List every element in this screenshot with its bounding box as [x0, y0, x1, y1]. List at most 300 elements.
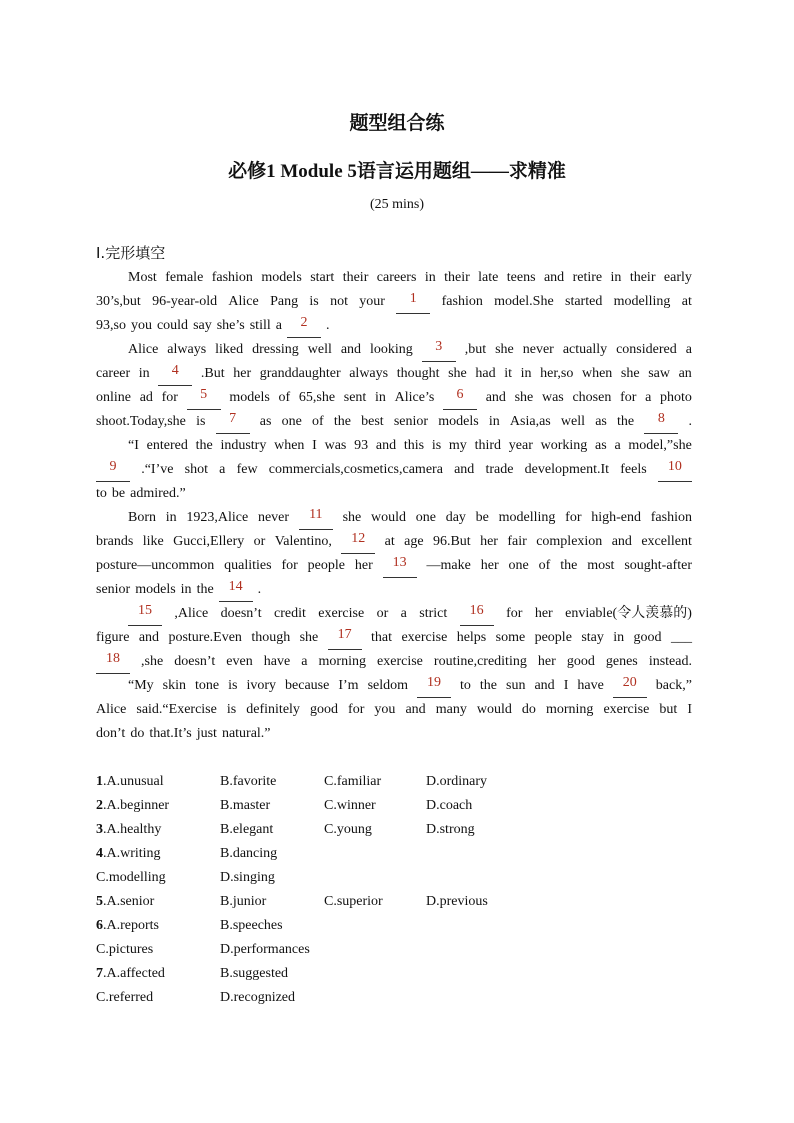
passage-line: [96, 458, 692, 482]
option-text: C.referred: [96, 990, 154, 1005]
passage-word: that.It’s: [149, 726, 192, 741]
passage-word: is: [226, 702, 237, 717]
passage-word: Alice: [128, 342, 159, 357]
passage-word: one: [281, 414, 302, 429]
passage-word: dressing: [252, 342, 299, 357]
cloze-blank: 12: [341, 530, 375, 554]
passage-line: [96, 434, 692, 458]
cloze-blank: 3: [422, 338, 456, 362]
passage-word: shot: [184, 462, 208, 477]
passage-word: modelling: [498, 510, 556, 525]
passage-line: [96, 674, 692, 698]
passage-word: some: [495, 630, 526, 645]
passage-word: her: [534, 606, 553, 621]
passage-word: it: [504, 366, 512, 381]
option-text: .A.reports: [103, 918, 159, 933]
passage-word: thought: [396, 366, 440, 381]
passage-word: in: [520, 366, 532, 381]
passage-word: definitely: [246, 702, 300, 717]
passage-word: good: [309, 702, 338, 717]
option-item: [220, 770, 276, 794]
passage-word: is: [196, 414, 206, 429]
question-number: 5: [96, 894, 103, 909]
passage-word: in: [138, 366, 150, 381]
passage-word: entered: [146, 438, 188, 453]
passage-word: senior: [393, 414, 429, 429]
option-item: [96, 794, 169, 818]
passage-word: trade: [485, 462, 514, 477]
passage-word: the: [195, 438, 213, 453]
passage-word: fashion: [650, 510, 692, 525]
passage-word: photo: [660, 390, 692, 405]
passage-word: her: [480, 558, 499, 573]
passage-word: sought-after: [624, 558, 692, 573]
passage-word: Gucci,Ellery: [173, 534, 245, 549]
option-item: [220, 938, 310, 962]
passage-word: of: [278, 390, 291, 405]
passage-word: day: [445, 510, 466, 525]
cloze-blank: 5: [187, 386, 221, 410]
passage-word: figure: [96, 630, 130, 645]
option-text: B.junior: [220, 894, 267, 909]
option-item: [324, 890, 383, 914]
option-item: [324, 770, 381, 794]
passage-word: third: [474, 438, 502, 453]
passage-word: looking: [370, 342, 413, 357]
passage-line: [96, 602, 692, 626]
page-subtitle: 必修1 Module 5语言运用题组——求精准: [228, 161, 566, 182]
passage-word: posture.Even: [168, 630, 242, 645]
passage-word: best: [361, 414, 384, 429]
passage-word: would: [476, 702, 512, 717]
passage-word: good: [633, 630, 662, 645]
passage-word: most: [587, 558, 615, 573]
passage-line: [96, 314, 692, 338]
option-text: C.familiar: [324, 774, 382, 789]
passage-word: of: [311, 414, 324, 429]
passage-word: Pang: [270, 294, 299, 309]
passage-word: qualities: [224, 558, 272, 573]
passage-word: always: [349, 366, 389, 381]
cloze-blank: 17: [328, 626, 362, 650]
passage-word: have: [577, 678, 604, 693]
passage-word: you: [374, 702, 396, 717]
passage-word: .: [257, 582, 262, 597]
passage-word: morning: [545, 702, 594, 717]
passage-word: her: [354, 558, 373, 573]
passage-line: [96, 482, 692, 506]
passage-line: [96, 722, 692, 746]
passage-word: even: [226, 654, 253, 669]
passage-word: doesn’t: [220, 606, 262, 621]
option-item: [220, 842, 277, 866]
passage-word: as: [259, 414, 272, 429]
cloze-blank: 7: [216, 410, 250, 434]
passage-word: models: [229, 390, 270, 405]
passage-line: [96, 530, 692, 554]
passage-word: and: [454, 462, 475, 477]
passage-word: was: [541, 390, 564, 405]
passage-word: and: [611, 534, 632, 549]
passage-word: fashion: [211, 270, 253, 285]
passage-word: .But: [200, 366, 225, 381]
passage-word: as: [595, 438, 607, 453]
passage-word: a: [685, 342, 692, 357]
passage-word: is: [431, 438, 442, 453]
cloze-passage: [96, 266, 692, 746]
passage-word: and: [405, 702, 426, 717]
passage-word: was: [324, 438, 347, 453]
passage-word: in: [165, 510, 177, 525]
option-row: [96, 890, 596, 914]
option-item: [220, 890, 266, 914]
passage-word: never: [522, 342, 554, 357]
passage-word: Born: [128, 510, 156, 525]
cloze-blank: 16: [460, 602, 494, 626]
passage-word: to: [96, 486, 107, 501]
passage-word: their: [342, 270, 369, 285]
option-text: .A.beginner: [103, 798, 170, 813]
passage-word: 65,she: [298, 390, 336, 405]
option-item: [96, 890, 154, 914]
page-title: 题型组合练: [349, 113, 445, 134]
passage-word: and: [534, 678, 555, 693]
passage-word: ,she: [141, 654, 164, 669]
option-text: D.recognized: [220, 990, 296, 1005]
option-item: [96, 938, 153, 962]
option-item: [96, 842, 161, 866]
cloze-blank: 11: [299, 506, 333, 530]
option-row: [96, 866, 596, 890]
passage-word: and: [485, 390, 506, 405]
option-item: [96, 770, 164, 794]
passage-word: this: [403, 438, 425, 453]
option-item: [96, 986, 153, 1010]
passage-word: instead.: [648, 654, 692, 669]
passage-word: considered: [616, 342, 677, 357]
passage-word: 30’s,but: [96, 294, 141, 309]
passage-line: [96, 578, 692, 602]
passage-word: ad: [139, 390, 153, 405]
passage-line: [96, 266, 692, 290]
option-text: C.modelling: [96, 870, 166, 885]
passage-word: well: [560, 414, 586, 429]
passage-word: “I: [128, 438, 139, 453]
passage-word: for: [620, 390, 637, 405]
option-text: B.favorite: [220, 774, 277, 789]
passage-line: [96, 386, 692, 410]
passage-word: models: [438, 414, 479, 429]
option-text: D.singing: [220, 870, 275, 885]
passage-word: in: [488, 414, 500, 429]
passage-word: she: [495, 342, 514, 357]
option-text: C.young: [324, 822, 372, 837]
passage-word: natural.”: [221, 726, 271, 741]
passage-word: and: [340, 342, 362, 357]
passage-word: 93,so: [96, 318, 126, 333]
passage-word: high-end: [591, 510, 642, 525]
passage-word: industry: [220, 438, 267, 453]
cloze-blank: 4: [158, 362, 192, 386]
option-item: [426, 794, 472, 818]
passage-word: ,Alice: [174, 606, 209, 621]
passage-word: their: [629, 270, 656, 285]
passage-word: model.She: [494, 294, 554, 309]
passage-word: for: [348, 702, 365, 717]
passage-word: she: [448, 366, 467, 381]
cloze-blank: 15: [128, 602, 162, 626]
option-text: B.speeches: [220, 918, 283, 933]
passage-word: modelling: [613, 294, 671, 309]
passage-word: you: [130, 318, 152, 333]
passage-word: 93: [354, 438, 369, 453]
passage-word: a: [400, 606, 407, 621]
cloze-blank: 19: [417, 674, 451, 698]
passage-word: .: [325, 318, 330, 333]
passage-word: enviable(令人羡慕的): [565, 606, 692, 621]
option-row: [96, 842, 596, 866]
passage-word: fair: [507, 534, 527, 549]
passage-word: doesn’t: [174, 654, 216, 669]
passage-word: or: [376, 606, 389, 621]
passage-line: [96, 626, 692, 650]
passage-word: model,”she: [628, 438, 692, 453]
passage-word: posture—uncommon: [96, 558, 215, 573]
passage-word: is: [228, 678, 238, 693]
cloze-blank: 18: [96, 650, 130, 674]
passage-word: had: [475, 366, 496, 381]
passage-word: year: [508, 438, 533, 453]
passage-word: I: [312, 438, 317, 453]
passage-word: she: [514, 390, 534, 405]
option-text: C.winner: [324, 798, 376, 813]
passage-word: .: [688, 414, 692, 429]
passage-word: have: [263, 654, 291, 669]
passage-word: Alice’s: [394, 390, 435, 405]
passage-word: do: [521, 702, 536, 717]
option-item: [220, 914, 283, 938]
option-item: [220, 818, 273, 842]
passage-line: [96, 290, 692, 314]
passage-word: ,but: [464, 342, 487, 357]
cloze-blank: 20: [613, 674, 647, 698]
option-item: [96, 914, 159, 938]
passage-word: she’s: [216, 318, 245, 333]
passage-word: people: [534, 630, 572, 645]
passage-line: [96, 362, 692, 386]
passage-word: strict: [419, 606, 448, 621]
passage-word: excellent: [641, 534, 692, 549]
passage-word: retire: [572, 270, 603, 285]
passage-word: early: [663, 270, 692, 285]
passage-word: .“I’ve: [141, 462, 174, 477]
cloze-blank: 8: [644, 410, 678, 434]
option-text: D.coach: [426, 798, 473, 813]
option-row: [96, 770, 596, 794]
passage-word: morning: [318, 654, 366, 669]
passage-word: and: [138, 630, 160, 645]
passage-word: an: [678, 366, 692, 381]
passage-word: in: [424, 270, 436, 285]
passage-word: start: [310, 270, 335, 285]
option-text: .A.senior: [103, 894, 155, 909]
passage-word: exercise: [318, 606, 365, 621]
passage-word: and: [375, 438, 397, 453]
passage-line: [96, 338, 692, 362]
passage-word: the: [617, 414, 635, 429]
passage-word: I’m: [338, 678, 359, 693]
passage-word: started: [565, 294, 603, 309]
option-text: B.elegant: [220, 822, 274, 837]
passage-word: one: [415, 510, 436, 525]
passage-word: my: [448, 438, 467, 453]
option-row: [96, 914, 596, 938]
passage-word: the: [479, 678, 498, 693]
passage-word: feels: [620, 462, 647, 477]
passage-word: working: [540, 438, 588, 453]
passage-word: ivory: [246, 678, 277, 693]
cloze-blank: 2: [287, 314, 321, 338]
cloze-blank: 14: [219, 578, 253, 602]
passage-word: would: [370, 510, 406, 525]
passage-word: for: [161, 390, 178, 405]
passage-word: liked: [215, 342, 244, 357]
passage-word: because: [285, 678, 330, 693]
option-item: [220, 986, 295, 1010]
option-text: B.master: [220, 798, 271, 813]
option-item: [96, 866, 166, 890]
passage-word: do: [130, 726, 145, 741]
passage-word: her,so: [540, 366, 574, 381]
passage-word: models: [135, 582, 176, 597]
option-item: [426, 770, 487, 794]
passage-word: in: [180, 582, 192, 597]
passage-word: a: [219, 462, 226, 477]
passage-word: the: [196, 582, 214, 597]
passage-word: when: [274, 438, 305, 453]
passage-word: a: [645, 390, 652, 405]
passage-word: Asia,as: [509, 414, 551, 429]
cloze-blank: 9: [96, 458, 130, 482]
passage-word: one: [508, 558, 529, 573]
passage-word: careers: [376, 270, 417, 285]
passage-word: back,”: [655, 678, 692, 693]
passage-word: could: [156, 318, 189, 333]
option-item: [220, 962, 288, 986]
cloze-blank: 13: [383, 554, 417, 578]
passage-word: saw: [648, 366, 670, 381]
option-row: [96, 962, 596, 986]
passage-word: be: [111, 486, 126, 501]
passage-word: I: [563, 678, 569, 693]
passage-line: [96, 698, 692, 722]
passage-word: 96.But: [432, 534, 471, 549]
option-text: D.performances: [220, 942, 310, 957]
passage-word: good: [566, 654, 595, 669]
passage-word: never: [257, 510, 290, 525]
passage-word: Alice: [228, 294, 259, 309]
passage-word: senior: [96, 582, 131, 597]
passage-word: say: [193, 318, 212, 333]
passage-word: ___: [670, 630, 692, 645]
passage-word: a: [614, 438, 621, 453]
passage-word: at: [681, 294, 692, 309]
passage-word: exercise: [603, 702, 650, 717]
passage-word: the: [560, 558, 578, 573]
passage-word: though: [251, 630, 291, 645]
passage-word: 96-year-old: [152, 294, 218, 309]
option-text: .A.writing: [103, 846, 161, 861]
question-number: 2: [96, 798, 103, 813]
passage-word: 1923,Alice: [186, 510, 249, 525]
answer-options: [96, 770, 596, 1010]
passage-word: said.“Exercise: [136, 702, 217, 717]
section-heading: Ⅰ.完形填空: [96, 244, 166, 262]
passage-word: be: [475, 510, 489, 525]
passage-word: not: [330, 294, 348, 309]
option-row: [96, 794, 596, 818]
cloze-blank: 1: [396, 290, 430, 314]
passage-line: [96, 410, 692, 434]
option-text: D.previous: [426, 894, 488, 909]
passage-word: granddaughter: [259, 366, 341, 381]
passage-word: models: [261, 270, 302, 285]
option-item: [324, 818, 372, 842]
option-row: [96, 986, 596, 1010]
passage-word: of: [538, 558, 551, 573]
passage-word: her: [233, 366, 252, 381]
passage-word: their: [444, 270, 470, 285]
option-text: B.suggested: [220, 966, 289, 981]
passage-word: Alice: [96, 702, 127, 717]
time-limit: (25 mins): [369, 197, 425, 212]
passage-word: in: [610, 270, 622, 285]
passage-line: [96, 554, 692, 578]
passage-word: she: [342, 510, 362, 525]
passage-line: [96, 650, 692, 674]
question-number: 1: [96, 774, 103, 789]
question-number: 6: [96, 918, 103, 933]
option-item: [220, 866, 275, 890]
option-text: C.pictures: [96, 942, 154, 957]
passage-word: helps: [456, 630, 487, 645]
passage-word: in: [375, 390, 386, 405]
passage-word: in: [613, 630, 625, 645]
passage-word: that: [371, 630, 393, 645]
passage-word: for: [281, 558, 298, 573]
option-row: [96, 938, 596, 962]
passage-word: tone: [195, 678, 220, 693]
passage-word: for: [565, 510, 582, 525]
cloze-blank: 6: [443, 386, 477, 410]
passage-word: seldom: [367, 678, 409, 693]
option-text: B.dancing: [220, 846, 278, 861]
option-text: D.strong: [426, 822, 475, 837]
option-text: D.ordinary: [426, 774, 488, 789]
passage-word: career: [96, 366, 131, 381]
passage-word: I: [687, 702, 692, 717]
passage-word: and: [543, 270, 565, 285]
passage-word: female: [165, 270, 204, 285]
passage-word: complexion: [536, 534, 603, 549]
passage-word: chosen: [572, 390, 612, 405]
passage-word: well: [307, 342, 332, 357]
passage-word: always: [167, 342, 207, 357]
passage-word: like: [142, 534, 164, 549]
passage-word: her: [537, 654, 556, 669]
passage-word: exercise: [377, 654, 423, 669]
passage-word: to: [460, 678, 471, 693]
